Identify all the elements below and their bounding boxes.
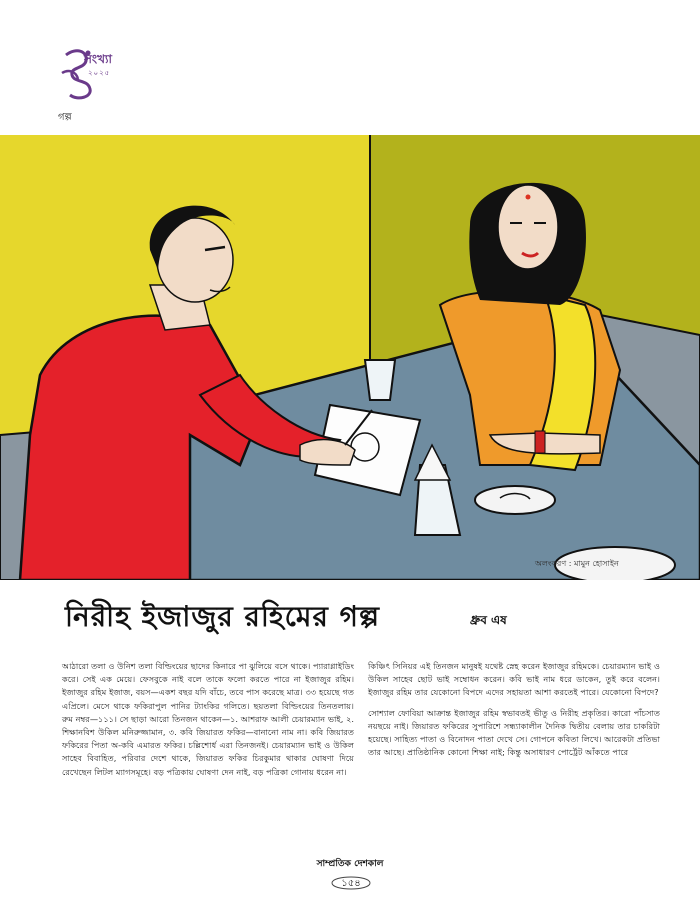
body-paragraph: আঠারো তলা ও উনিশ তলা বিল্ডিংয়ের ছাদের কিনারে পা ঝুলিয়ে বসে থাকে। প্যারাগ্লাইডিং করে। সেই এক মেয়ে। ফেসবুকে নাই বলে তাকে ফলো করতে পারে না ইজাজুর রহিম। ইজাজুর রহিম ইজাজ, বয়স—একশ বছর যদি বাঁচে, তবে পাস করেছে মাত্র। ৩৩ হয়েছে গত এপ্রিলে। মেসে থাকে ফকিরাপুল পানির ট্যাংকির গলিতে। ছয়তলা বিল্ডিংয়ের তিনতলায়। রুম নম্বর—১১১। সে ছাড়া আরো তিনজন থাকেন—১. আশরাফ আলী চেয়ারম্যান ভাই, ২. শিক্ষানবিশ উকিল মনিরুজ্জামান, ৩. কবি জিয়ারত ফকির—বানানো নাম না। কবি জিয়ারত ফকিরের পিতা অ-কবি এমারত ফকির। চল্লিশোর্ধ এরা তিনজনই। চেয়ারম্যান ভাই ও উকিল সাহেব বিবাহিত, পরিবার দেশে থাকে, জিয়ারত ফকির চিরকুমার থাকার ঘোষণা দিয়ে রেখেছেন লিটল ম্যাগসমূহে। বড় পত্রিকায় ঘোষণা দেন নাই, বড় পত্রিকা গোনায় ধরেন না। — [62, 661, 354, 777]
issue-year: ২০২৫ — [88, 69, 111, 77]
illustration-credit: অলংকরণ : মামুন হোসাইন — [535, 559, 619, 568]
plate-right — [475, 486, 555, 514]
issue-masthead — [58, 45, 168, 115]
section-label: গল্প — [58, 112, 72, 123]
publication-name: সাম্প্রতিক দেশকাল — [316, 859, 384, 869]
body-column-right — [368, 660, 660, 766]
glass — [365, 360, 395, 400]
page-number-badge — [328, 872, 374, 894]
story-illustration — [0, 135, 700, 580]
page-number: ১৫৪ — [341, 878, 361, 889]
story-author: ধ্রুব এষ — [470, 613, 507, 627]
body-paragraph: সোশ্যাল ফোবিয়া আক্রান্ত ইজাজুর রহিম স্বভাবতই ভীতু ও নিরীহ প্রকৃতির। কারো পাঁচসাত নয়ছয়ে নাই। জিয়ারত ফকিরের সুপারিশে সন্ধ্যাকালীন দৈনিক দ্বিতীয় বেলায় তার চাকরিটা হয়েছে। সাহিত্য পাতা ও বিনোদন পাতা দেখে সে। গোপনে কবিতা লিখে। আরেকটা প্রতিভা তার আছে। প্রাতিষ্ঠানিক কোনো শিক্ষা নাই; কিন্তু অসাধারণ পোর্ট্রেট আঁকতে পারে — [368, 707, 660, 758]
issue-label: সংখ্যা — [84, 52, 112, 66]
body-paragraph: কিঞ্চিৎ সিনিয়র এই তিনজন মানুষই যথেষ্ট স্নেহ করেন ইজাজুর রহিমকে। চেয়ারম্যান ভাই ও উকিল সাহেব ছোট ভাই সম্বোধন করেন। কবি ভাই নাম ধরে ডাকেন, তুই করে বলেন। ইজাজুর রহিম তার যেকোনো বিপদে এদের সহায়তা আশা করতেই পারে। যেকোনো বিপদে? — [368, 661, 660, 698]
story-title: নিরীহ ইজাজুর রহিমের গল্প — [65, 600, 380, 633]
body-column-left — [62, 660, 354, 786]
